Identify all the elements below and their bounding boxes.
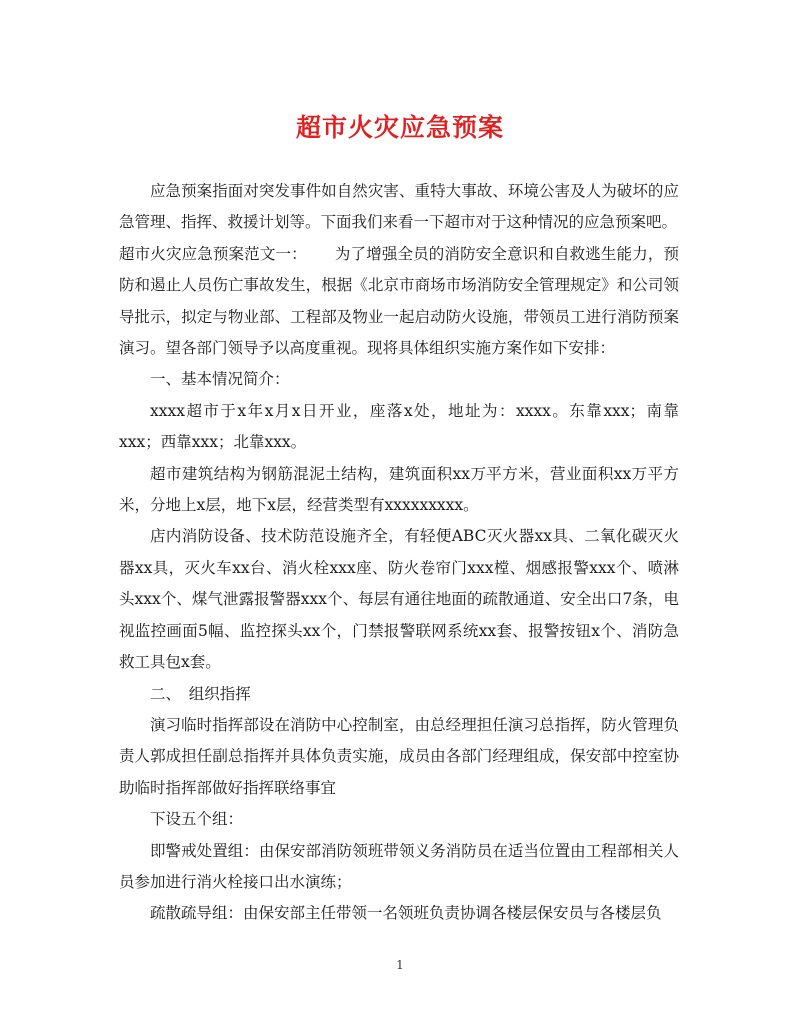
body-paragraph: 下设五个组： [150,810,244,829]
section-heading-organization: 二、 组织指挥 [150,684,251,703]
example-text: 为了增强全员的消防安全意识和自救逃生能力，预防和遏止人员伤亡事故发生，根据《北京市商场市场消防安全管理规定》和公司领导批示，拟定与物业部、工程部及物业一起启动防火设施，带领员工进行消防预案演习。望各部门领导予以高度重视。现将具体组织实施方案作如下安排： [119,244,679,358]
page-number: 1 [396,958,404,972]
body-paragraph: 即警戒处置组：由保安部消防领班带领义务消防员在适当位置由工程部相关人员参加进行消火栓接口出水演练； [119,841,679,891]
section-heading-basic-info: 一、基本情况简介： [150,370,290,389]
body-paragraph: 店内消防设备、技术防范设施齐全，有轻便ABC灭火器xx具、二氧化碳灭火器xx具，灭火车xx台、消火栓xxx座、防火卷帘门xxx樘、烟感报警xxx个、喷淋头xxx个、煤气泄露报警器xxx个、每层有通往地面的疏散通道、安全出口7条，电视监控画面5幅、监控探头xx个，门禁报警联网系统xx套、报警按钮x个、消防急救工具包x套。 [119,527,679,672]
document-body [119,176,679,930]
example-paragraph [119,239,679,365]
body-paragraph: 演习临时指挥部设在消防中心控制室，由总经理担任演习总指挥，防火管理负责人郭成担任副总指挥并具体负责实施，成员由各部门经理组成，保安部中控室协助临时指挥部做好指挥联络事宜 [119,715,679,797]
intro-paragraph: 应急预案指面对突发事件如自然灾害、重特大事故、环境公害及人为破坏的应急管理、指挥、救援计划等。下面我们来看一下超市对于这种情况的应急预案吧。 [119,182,679,232]
example-label: 超市火灾应急预案范文一： [119,244,307,263]
body-paragraph: 超市建筑结构为钢筋混泥土结构，建筑面积xx万平方米，营业面积xx万平方米，分地上x层，地下x层，经营类型有xxxxxxxxx。 [119,464,679,515]
document-title: 超市火灾应急预案 [295,113,504,142]
body-paragraph: xxxx超市于x年x月x日开业，座落x处，地址为：xxxx。东靠xxx；南靠xxx；西靠xxx；北靠xxx。 [119,401,679,452]
body-paragraph: 疏散疏导组：由保安部主任带领一名领班负责协调各楼层保安员与各楼层负 [150,904,662,923]
